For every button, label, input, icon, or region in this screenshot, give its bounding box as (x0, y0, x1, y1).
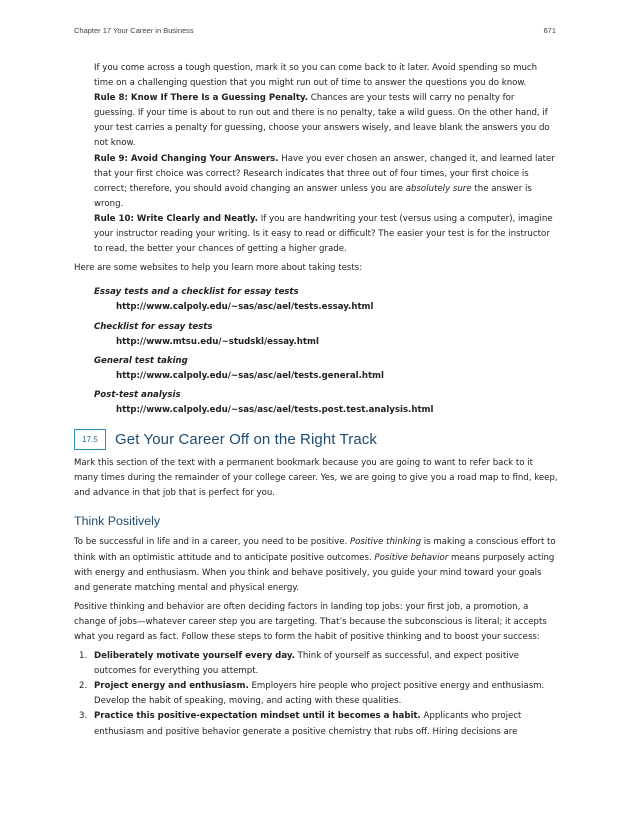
steps-list (74, 649, 558, 740)
resource-title: Post-test analysis (94, 389, 181, 400)
resource-link[interactable]: http://www.calpoly.edu/~sas/asc/ael/tests.post.test.analysis.html (116, 404, 434, 415)
list-item (74, 649, 558, 679)
text-run: means purposely acting with energy and enthusiasm. When you think and behave positively, you guide your mind toward your goals and generate matching mental and physical energy. (74, 552, 555, 593)
think-positively-paragraph-1 (74, 535, 558, 595)
section-title: Get Your Career Off on the Right Track (115, 431, 377, 449)
step-number: 1. (79, 651, 88, 662)
resource-item (94, 320, 558, 350)
rule-10 (94, 212, 558, 257)
websites-intro: Here are some websites to help you learn more about taking tests: (74, 263, 363, 274)
rule-9-title: Rule 9: Avoid Changing Your Answers. (94, 153, 279, 164)
rule-8-title: Rule 8: Know If There Is a Guessing Penalty. (94, 93, 309, 104)
rule-9-text-end: the answer is wrong. (94, 183, 532, 209)
think-positively-paragraph-2: Positive thinking and behavior are often deciding factors in landing top jobs: your first job, a promotion, a change of jobs—whatever career step you are targeting. That’s because the subconscious is literal; it accepts what you regard as fact. Follow these steps to form the habit of positive thinking and to boost your success: (74, 601, 547, 642)
resource-item (94, 285, 558, 315)
step-text: Employers hire people who project positive energy and enthusiasm. Develop the habit of speaking, moving, and acting with these qualities. (94, 681, 545, 707)
step-title: Practice this positive-expectation mindset until it becomes a habit. (94, 711, 421, 722)
chapter-title: Chapter 17 Your Career in Business (74, 26, 194, 35)
list-item (74, 709, 558, 739)
resource-link[interactable]: http://www.calpoly.edu/~sas/asc/ael/tests.general.html (116, 370, 384, 381)
page-number: 671 (543, 26, 556, 35)
resource-item (94, 388, 558, 418)
resource-title: General test taking (94, 355, 188, 366)
step-text: Think of yourself as successful, and expect positive outcomes for everything you attempt. (94, 651, 519, 677)
intro-paragraph: If you come across a tough question, mark it so you can come back to it later. Avoid spending so much time on a challenging question that you might run out of time to answer the questions you do know. (94, 63, 538, 89)
rule-9-text: Have you ever chosen an answer, changed it, and learned later that your first choice was correct? Research indicates that three out of four times, your first choice is correct; therefore, you should avoid changing an answer unless you are (94, 153, 555, 194)
subsection-title: Think Positively (74, 514, 161, 529)
section-paragraph: Mark this section of the text with a permanent bookmark because you are going to want to refer back to it many times during the remainder of your college career. Yes, we are going to give you a road map to find, keep, and advance in that job that is perfect for you. (74, 458, 558, 499)
step-title: Project energy and enthusiasm. (94, 681, 249, 692)
text-run: is making a conscious effort to think with an optimistic attitude and to anticipate positive outcomes. (74, 537, 556, 563)
list-item (74, 679, 558, 709)
resource-link[interactable]: http://www.calpoly.edu/~sas/asc/ael/tests.essay.html (116, 302, 374, 313)
step-number: 2. (79, 681, 88, 692)
rule-9-emphasis: absolutely sure (405, 183, 472, 194)
step-title: Deliberately motivate yourself every day. (94, 651, 295, 662)
resource-item (94, 354, 558, 384)
step-number: 3. (79, 711, 88, 722)
step-text: Applicants who project enthusiasm and positive behavior generate a positive chemistry that rubs off. Hiring decisions are (94, 711, 522, 737)
rule-10-text: If you are handwriting your test (versus using a computer), imagine your instructor reading your writing. Is it easy to read or difficult? The easier your test is for the instructor to read, the better your chances of getting a higher grade. (94, 213, 553, 255)
term-positive-behavior: Positive behavior (374, 552, 449, 563)
resource-title: Essay tests and a checklist for essay tests (94, 287, 299, 298)
rule-8-text: Chances are your tests will carry no penalty for guessing. If your time is about to run out and there is no penalty, take a wild guess. On the other hand, if your test carries a penalty for guessing, choose your answers wisely, and leave blank the answers you do not know. (94, 93, 550, 149)
running-header (74, 26, 556, 35)
resource-list (74, 285, 558, 418)
resource-title: Checklist for essay tests (94, 321, 213, 332)
rule-8 (94, 91, 558, 151)
rule-9 (94, 152, 558, 212)
resource-link[interactable]: http://www.mtsu.edu/~studskl/essay.html (116, 336, 319, 347)
section-heading (74, 429, 558, 450)
rule-10-title: Rule 10: Write Clearly and Neatly. (94, 213, 258, 224)
rules-block (74, 61, 558, 257)
page-content (74, 61, 558, 740)
section-number-badge: 17.5 (74, 429, 106, 450)
text-run: To be successful in life and in a career, you need to be positive. (74, 537, 350, 548)
term-positive-thinking: Positive thinking (349, 537, 422, 548)
